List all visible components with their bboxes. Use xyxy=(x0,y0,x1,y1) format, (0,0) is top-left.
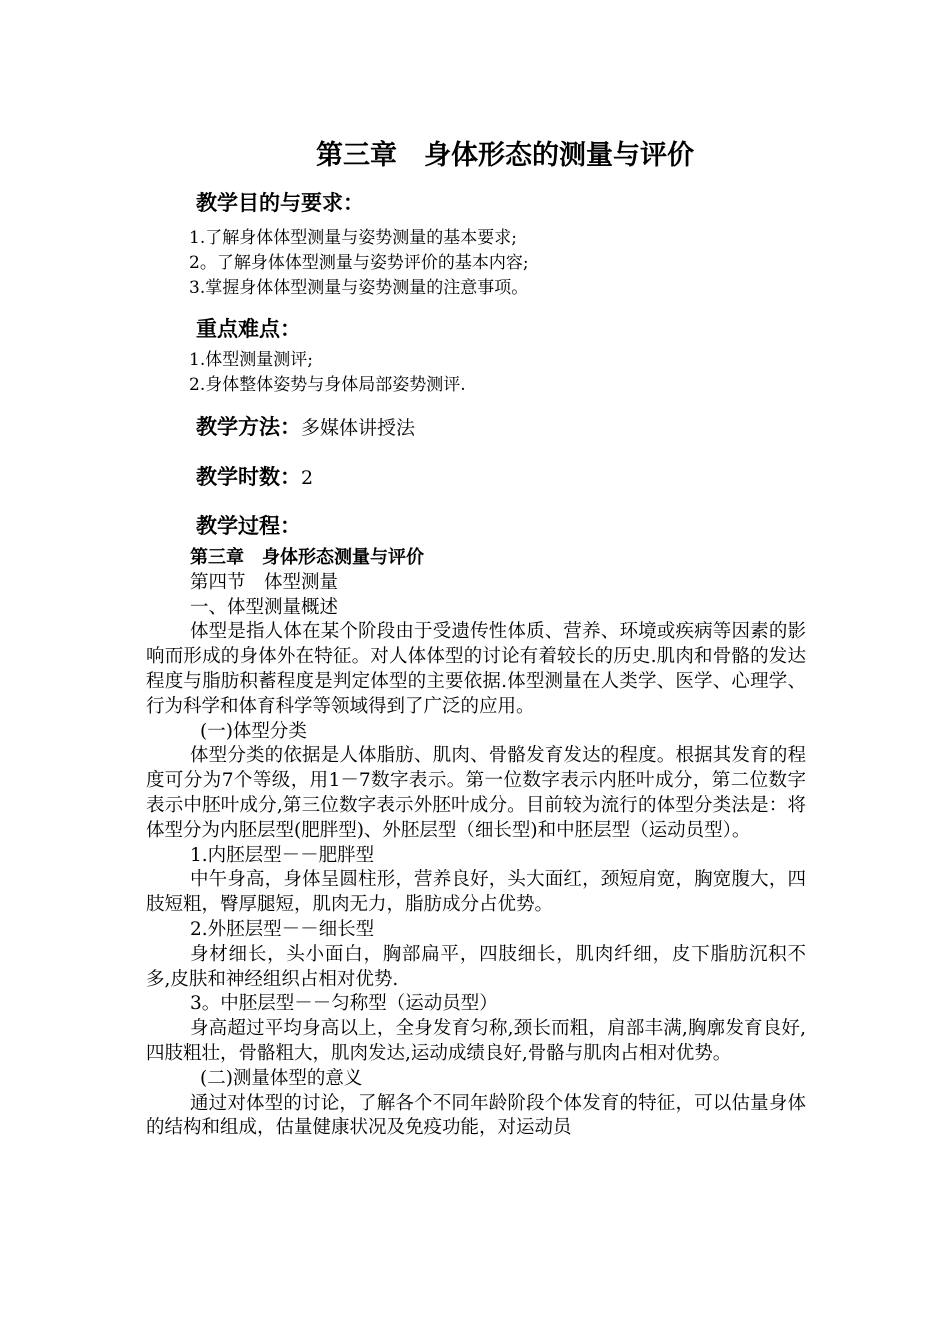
body-content xyxy=(146,546,806,1141)
type-heading: 1.内胚层型－－肥胖型 xyxy=(190,844,375,866)
type-heading: 3。中胚层型－－匀称型（运动员型） xyxy=(190,993,498,1015)
hours-line xyxy=(196,461,313,491)
list-item: 2.身体整体姿势与身体局部姿势测评. xyxy=(189,375,466,395)
paragraph: 身高超过平均身高以上，全身发育匀称,颈长而粗，肩部丰满,胸廓发育良好,四肢粗壮，骨骼粗大，肌肉发达,运动成绩良好,骨骼与肌肉占相对优势。 xyxy=(146,1018,806,1064)
chapter-heading: 第三章 身体形态测量与评价 xyxy=(190,547,424,568)
paragraph: 身材细长，头小面白，胸部扁平，四肢细长，肌肉纤细，皮下脂肪沉积不多,皮肤和神经组织占相对优势. xyxy=(146,943,806,990)
hours-label: 教学时数： xyxy=(196,465,301,489)
list-item: 1.了解身体体型测量与姿势测量的基本要求; xyxy=(189,228,517,248)
subsection-heading: (二)测量体型的意义 xyxy=(200,1067,363,1089)
objectives-list xyxy=(189,226,529,301)
list-item: 2。了解身体体型测量与姿势评价的基本内容; xyxy=(189,253,529,273)
paragraph: 体型分类的依据是人体脂肪、肌肉、骨骼发育发达的程度。根据其发育的程度可分为7个等级，用1－7数字表示。第一位数字表示内胚叶成分，第二位数字表示中胚叶成分,第三位数字表示外胚叶成分。目前较为流行的体型分类法是：将体型分为内胚层型(肥胖型)、外胚层型（细长型)和中胚层型（运动员型）。 xyxy=(146,745,806,841)
paragraph: 体型是指人体在某个阶段由于受遗传性体质、营养、环境或疾病等因素的影响而形成的身体外在特征。对人体体型的讨论有着较长的历史.肌肉和骨骼的发达程度与脂肪积蓄程度是判定体型的主要依据.体型测量在人类学、医学、心理学、行为科学和体育科学等领域得到了广泛的应用。 xyxy=(146,621,806,717)
process-heading: 教学过程： xyxy=(196,514,301,538)
part-heading: 一、体型测量概述 xyxy=(190,596,339,618)
objectives-heading: 教学目的与要求： xyxy=(196,191,364,215)
type-heading: 2.外胚层型－－细长型 xyxy=(190,918,375,940)
paragraph: 中午身高，身体呈圆柱形，营养良好，头大面红，颈短肩宽，胸宽腹大，四肢短粗，臀厚腿短，肌肉无力，脂肪成分占优势。 xyxy=(146,869,806,916)
key-points-list xyxy=(189,348,466,398)
method-label: 教学方法： xyxy=(196,415,301,439)
method-value: 多媒体讲授法 xyxy=(301,417,416,439)
method-line xyxy=(196,411,415,441)
list-item: 3.掌握身体体型测量与姿势测量的注意事项。 xyxy=(189,278,529,298)
page-title: 第三章 身体形态的测量与评价 xyxy=(316,140,694,171)
subsection-heading: (一)体型分类 xyxy=(200,720,307,742)
key-points-heading: 重点难点： xyxy=(196,317,301,341)
hours-value: 2 xyxy=(301,467,314,489)
list-item: 1.体型测量测评; xyxy=(189,350,313,370)
paragraph: 通过对体型的讨论，了解各个不同年龄阶段个体发育的特征，可以估量身体的结构和组成，估量健康状况及免疫功能，对运动员 xyxy=(146,1092,806,1139)
section-heading: 第四节 体型测量 xyxy=(190,571,339,593)
